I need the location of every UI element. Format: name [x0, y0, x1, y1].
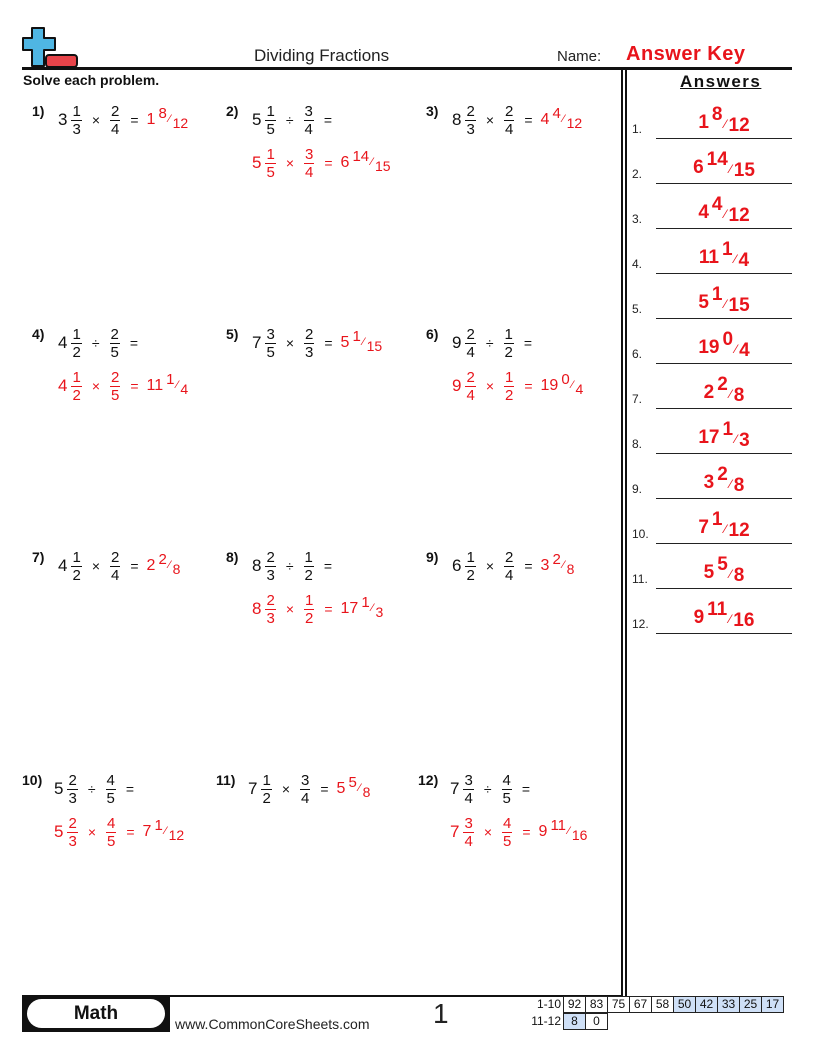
score-cell: 0: [585, 1013, 608, 1030]
score-cell: 33: [717, 996, 740, 1013]
fraction: $\frac{3}{4}$: [305, 145, 314, 181]
whole-number: 7: [450, 822, 460, 841]
problem-expression: [58, 100, 188, 140]
answer-row: [632, 139, 792, 184]
answer-value: 7 1 ⁄ 12: [698, 509, 750, 541]
problem-expression: [452, 323, 540, 363]
operator: ×: [91, 112, 100, 128]
fraction: $\frac{2}{4}$: [466, 325, 475, 361]
operator: ÷: [87, 781, 96, 797]
whole-number: 7: [248, 779, 258, 798]
fraction: $\frac{1}{2}$: [466, 548, 475, 584]
answer-value: 4 4 ⁄ 12: [698, 194, 750, 226]
reciprocal-step: [452, 366, 583, 406]
answer-value: 3 2 ⁄ 8: [703, 464, 745, 496]
answer-value: 1 8 ⁄ 12: [698, 104, 750, 136]
fraction: $\frac{2}{3}$: [466, 102, 475, 138]
problem-number: 9): [426, 549, 439, 565]
score-cell: 8: [563, 1013, 586, 1030]
score-cell: 92: [563, 996, 586, 1013]
reciprocal-step: [58, 366, 188, 406]
equals-sign: =: [522, 824, 531, 840]
problem-number: 10): [22, 772, 43, 788]
logo-plus-minus-icon: [22, 26, 80, 70]
name-value: Answer Key: [626, 43, 746, 65]
score-row: [530, 1013, 784, 1030]
instructions: Solve each problem.: [23, 72, 160, 88]
operator: ×: [285, 335, 294, 351]
equals-sign: =: [130, 378, 139, 394]
problem-number: 11): [216, 772, 236, 788]
answer-index: 8.: [632, 437, 643, 451]
fraction: $\frac{2}{3}$: [266, 548, 275, 584]
whole-number: 5: [54, 822, 64, 841]
fraction: $\frac{3}{4}$: [464, 814, 473, 850]
fraction: $\frac{2}{3}$: [266, 591, 275, 627]
answer-index: 6.: [632, 347, 643, 361]
answer-value: 5 1 ⁄ 15: [698, 284, 750, 316]
equals-sign: =: [125, 781, 135, 797]
operator: ×: [485, 378, 494, 394]
whole-number: 3: [58, 110, 68, 129]
result-mixed-number: 3 2 ⁄ 8: [540, 551, 575, 577]
equals-sign: =: [324, 335, 333, 351]
answer-index: 9.: [632, 482, 643, 496]
score-cell: 83: [585, 996, 608, 1013]
answer-row: [632, 364, 792, 409]
score-row: [530, 996, 784, 1013]
fraction: $\frac{3}{4}$: [304, 102, 313, 138]
result-mixed-number: 1 8 ⁄ 12: [146, 105, 189, 131]
reciprocal-step: [54, 812, 184, 852]
subject-label: Math: [27, 999, 165, 1028]
whole-number: 8: [252, 599, 262, 618]
whole-number: 9: [452, 333, 462, 352]
result-mixed-number: 5 5 ⁄ 8: [336, 774, 371, 800]
result-mixed-number: 7 1 ⁄ 12: [142, 817, 185, 843]
operator: ×: [91, 558, 100, 574]
fraction: $\frac{4}{5}$: [106, 771, 115, 807]
operator: ×: [483, 824, 492, 840]
whole-number: 5: [252, 153, 262, 172]
problem-expression: [58, 323, 146, 363]
fraction: $\frac{2}{4}$: [505, 548, 514, 584]
problem-expression: [248, 769, 370, 809]
operator: ×: [485, 558, 494, 574]
answer-row: [632, 184, 792, 229]
problem-expression: [252, 323, 382, 363]
operator: ×: [91, 378, 100, 394]
problem-number: 12): [418, 772, 439, 788]
result-mixed-number: 5 1 ⁄ 15: [340, 328, 383, 354]
page-number: 1: [433, 998, 449, 1029]
score-cell: 67: [629, 996, 652, 1013]
fraction: $\frac{2}{4}$: [111, 102, 120, 138]
answer-row: [632, 274, 792, 319]
operator: ÷: [285, 558, 294, 574]
result-mixed-number: 11 1 ⁄ 4: [146, 371, 189, 397]
fraction: $\frac{1}{3}$: [72, 102, 81, 138]
whole-number: 5: [252, 110, 262, 129]
fraction: $\frac{4}{5}$: [502, 771, 511, 807]
problem-expression: [58, 546, 180, 586]
header-divider: [22, 67, 792, 70]
answer-value: 19 0 ⁄ 4: [698, 329, 750, 361]
fraction: $\frac{1}{2}$: [304, 548, 313, 584]
answer-value: 9 11 ⁄ 16: [693, 599, 755, 631]
worksheet-title: Dividing Fractions: [254, 46, 390, 65]
operator: ÷: [285, 112, 294, 128]
equals-sign: =: [521, 781, 531, 797]
equals-sign: =: [523, 335, 533, 351]
problem-number: 6): [426, 326, 439, 342]
score-range-label: 11-12: [531, 1014, 561, 1028]
name-label: Name:: [557, 48, 602, 65]
answer-index: 5.: [632, 302, 643, 316]
whole-number: 4: [58, 376, 68, 395]
problem-number: 1): [32, 103, 45, 119]
whole-number: 5: [54, 779, 64, 798]
operator: ×: [485, 112, 494, 128]
answer-row: [632, 94, 792, 139]
answer-row: [632, 319, 792, 364]
problem-number: 8): [226, 549, 239, 565]
result-mixed-number: 2 2 ⁄ 8: [146, 551, 181, 577]
problem-number: 3): [426, 103, 439, 119]
answer-value: 17 1 ⁄ 3: [698, 419, 750, 451]
whole-number: 9: [452, 376, 462, 395]
answer-index: 11.: [632, 572, 648, 586]
answer-index: 1.: [632, 122, 643, 136]
problem-expression: [54, 769, 142, 809]
score-cell: 58: [651, 996, 674, 1013]
whole-number: 7: [252, 333, 262, 352]
fraction: $\frac{1}{2}$: [305, 591, 314, 627]
fraction: $\frac{2}{3}$: [68, 814, 77, 850]
answer-row: [632, 544, 792, 589]
answer-row: [632, 589, 792, 634]
problem-expression: [252, 100, 340, 140]
result-mixed-number: 17 1 ⁄ 3: [340, 594, 384, 620]
reciprocal-step: [252, 589, 383, 629]
fraction: $\frac{1}{2}$: [504, 325, 513, 361]
problem-number: 2): [226, 103, 239, 119]
operator: ×: [281, 781, 290, 797]
fraction: $\frac{3}{4}$: [464, 771, 473, 807]
fraction: $\frac{2}{4}$: [466, 368, 475, 404]
result-mixed-number: 9 11 ⁄ 16: [538, 817, 588, 843]
answer-row: [632, 499, 792, 544]
website-link[interactable]: www.CommonCoreSheets.com: [175, 1016, 370, 1032]
operator: ×: [87, 824, 96, 840]
score-range-label: 1-10: [536, 997, 561, 1011]
answer-value: 6 14 ⁄ 15: [693, 149, 755, 181]
problem-expression: [252, 546, 340, 586]
fraction: $\frac{2}{5}$: [110, 325, 119, 361]
whole-number: 4: [58, 333, 68, 352]
fraction: $\frac{2}{4}$: [505, 102, 514, 138]
fraction: $\frac{3}{5}$: [266, 325, 275, 361]
problem-number: 4): [32, 326, 45, 342]
operator: ÷: [91, 335, 100, 351]
fraction: $\frac{1}{2}$: [505, 368, 514, 404]
answer-index: 4.: [632, 257, 643, 271]
fraction: $\frac{2}{4}$: [111, 548, 120, 584]
whole-number: 8: [252, 556, 262, 575]
answer-index: 3.: [632, 212, 643, 226]
answer-index: 7.: [632, 392, 643, 406]
problem-expression: [452, 100, 582, 140]
score-cell: 50: [673, 996, 696, 1013]
fraction: $\frac{1}{2}$: [72, 325, 81, 361]
answer-value: 11 1 ⁄ 4: [698, 239, 750, 271]
equals-sign: =: [323, 112, 333, 128]
whole-number: 4: [58, 556, 68, 575]
operator: ÷: [483, 781, 492, 797]
score-cell: 25: [739, 996, 762, 1013]
answer-index: 10.: [632, 527, 649, 541]
equals-sign: =: [320, 781, 329, 797]
equals-sign: =: [130, 558, 139, 574]
operator: ÷: [485, 335, 494, 351]
equals-sign: =: [524, 378, 533, 394]
answer-value: 2 2 ⁄ 8: [703, 374, 745, 406]
score-cell: 17: [761, 996, 784, 1013]
fraction: $\frac{1}{2}$: [72, 368, 81, 404]
fraction: $\frac{1}{5}$: [266, 145, 275, 181]
result-mixed-number: 4 4 ⁄ 12: [540, 105, 583, 131]
reciprocal-step: [450, 812, 587, 852]
operator: ×: [285, 155, 294, 171]
fraction: $\frac{1}{2}$: [72, 548, 81, 584]
score-table: [530, 996, 784, 1030]
whole-number: 7: [450, 779, 460, 798]
fraction: $\frac{1}{5}$: [266, 102, 275, 138]
problem-number: 5): [226, 326, 239, 342]
result-mixed-number: 6 14 ⁄ 15: [340, 148, 391, 174]
problem-expression: [452, 546, 574, 586]
fraction: $\frac{2}{3}$: [305, 325, 314, 361]
equals-sign: =: [524, 558, 533, 574]
equals-sign: =: [324, 155, 333, 171]
equals-sign: =: [126, 824, 135, 840]
problem-expression: [450, 769, 538, 809]
column-divider-left: [621, 69, 623, 997]
fraction: $\frac{4}{5}$: [107, 814, 116, 850]
fraction: $\frac{2}{3}$: [68, 771, 77, 807]
whole-number: 6: [452, 556, 462, 575]
fraction: $\frac{4}{5}$: [503, 814, 512, 850]
column-divider-right: [625, 69, 627, 997]
fraction: $\frac{1}{2}$: [262, 771, 271, 807]
operator: ×: [285, 601, 294, 617]
equals-sign: =: [324, 601, 333, 617]
fraction: $\frac{2}{5}$: [111, 368, 120, 404]
equals-sign: =: [524, 112, 533, 128]
answers-title: Answers: [680, 72, 762, 91]
answer-row: [632, 409, 792, 454]
answer-row: [632, 454, 792, 499]
answer-row: [632, 229, 792, 274]
score-cell: 42: [695, 996, 718, 1013]
whole-number: 8: [452, 110, 462, 129]
score-cell: 75: [607, 996, 630, 1013]
equals-sign: =: [129, 335, 139, 351]
answer-value: 5 5 ⁄ 8: [703, 554, 745, 586]
answer-index: 12.: [632, 617, 649, 631]
problem-number: 7): [32, 549, 45, 565]
answer-line: [656, 633, 792, 635]
equals-sign: =: [130, 112, 139, 128]
equals-sign: =: [323, 558, 333, 574]
result-mixed-number: 19 0 ⁄ 4: [540, 371, 584, 397]
reciprocal-step: [252, 143, 391, 183]
answer-index: 2.: [632, 167, 643, 181]
fraction: $\frac{3}{4}$: [301, 771, 310, 807]
